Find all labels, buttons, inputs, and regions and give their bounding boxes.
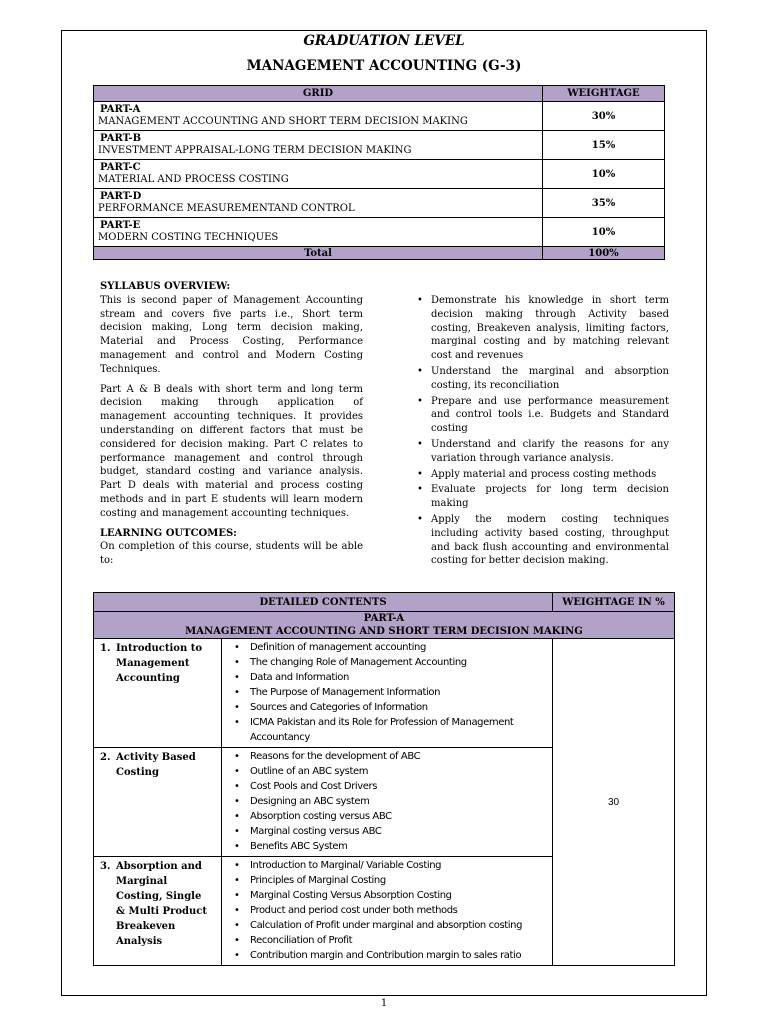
- grid-total-row: [94, 247, 665, 260]
- part-code: PART-B: [100, 133, 142, 144]
- overview-paragraph-2: Part A & B deals with short term and long term decision making through application of management accounting techniques. It provides understanding on different factors that must be considered for decision making. Part C relates to performance management and control through budget, standard costing and variance analysis. Part D deals with material and process costing methods and in part E students will learn modern costing and management accounting techniques.: [100, 383, 363, 519]
- part-a-weight: 30: [553, 639, 675, 966]
- outcome-item: • Prepare and use performance measurement and control tools i.e. Budgets and Standard costing: [414, 395, 669, 436]
- total-value: 100%: [543, 247, 665, 260]
- learning-outcomes-list: [414, 294, 669, 570]
- learning-outcomes-intro: On completion of this course, students will be able to:: [100, 541, 363, 567]
- subject-title: MANAGEMENT ACCOUNTING (G-3): [246, 58, 522, 74]
- topic-item: • Product and period cost under both methods: [226, 903, 548, 918]
- topic-row: [94, 639, 675, 748]
- grid-table: [93, 85, 665, 260]
- outcome-item: • Apply material and process costing methods: [414, 468, 669, 482]
- part-code: PART-A: [363, 613, 405, 624]
- topic-item: • Cost Pools and Cost Drivers: [226, 779, 548, 794]
- part-weight: 30%: [543, 102, 665, 131]
- topic-item: • Reasons for the development of ABC: [226, 749, 548, 764]
- topic-item: • Marginal Costing Versus Absorption Costing: [226, 888, 548, 903]
- topic-item: • Introduction to Marginal/ Variable Costing: [226, 858, 548, 873]
- part-weight: 15%: [543, 131, 665, 160]
- topic-number: 1.: [100, 643, 111, 654]
- part-code: PART-C: [100, 162, 141, 173]
- part-title: PERFORMANCE MEASUREMENTAND CONTROL: [98, 203, 355, 214]
- part-weight: 10%: [543, 218, 665, 247]
- outcome-item: • Understand and clarify the reasons for any variation through variance analysis.: [414, 438, 669, 466]
- part-title: MATERIAL AND PROCESS COSTING: [98, 174, 289, 185]
- level-title: GRADUATION LEVEL: [303, 33, 465, 49]
- topic-number: 3.: [100, 861, 111, 872]
- grid-row: [94, 189, 665, 218]
- outcome-item: • Demonstrate his knowledge in short term decision making through Activity based costing, Breakeven analysis, limiting factors, marginal costing and by matching relevant cost and revenues: [414, 294, 669, 363]
- outcome-item: • Understand the marginal and absorption costing, its reconciliation: [414, 365, 669, 393]
- detailed-header-row: [94, 593, 675, 612]
- grid-row: [94, 131, 665, 160]
- topic-item: • Contribution margin and Contribution margin to sales ratio: [226, 948, 548, 963]
- grid-row: [94, 218, 665, 247]
- outcome-item: • Apply the modern costing techniques including activity based costing, throughput and back flush accounting and environmental costing for better decision making.: [414, 513, 669, 568]
- weightage-percent-header: WEIGHTAGE IN %: [553, 593, 675, 612]
- detailed-contents-table: [93, 592, 675, 966]
- overview-heading: SYLLABUS OVERVIEW:: [100, 281, 231, 292]
- part-title: INVESTMENT APPRAISAL-LONG TERM DECISION MAKING: [98, 145, 412, 156]
- part-weight: 35%: [543, 189, 665, 218]
- topic-item: • Benefits ABC System: [226, 839, 548, 854]
- topic-item: • Outline of an ABC system: [226, 764, 548, 779]
- grid-row: [94, 102, 665, 131]
- part-code: PART-E: [100, 220, 141, 231]
- part-header-row: [94, 612, 675, 639]
- detailed-contents-header: DETAILED CONTENTS: [94, 593, 553, 612]
- topic-item: • Sources and Categories of Information: [226, 700, 548, 715]
- topic-item: • Calculation of Profit under marginal and absorption costing: [226, 918, 548, 933]
- grid-row: [94, 160, 665, 189]
- topic-item: • Absorption costing versus ABC: [226, 809, 548, 824]
- learning-outcomes-heading: LEARNING OUTCOMES:: [100, 527, 237, 539]
- topic-item: • The Purpose of Management Information: [226, 685, 548, 700]
- topic-number: 2.: [100, 752, 111, 763]
- topic-item: • Data and Information: [226, 670, 548, 685]
- total-label: Total: [94, 247, 543, 260]
- topic-item: • Definition of management accounting: [226, 640, 548, 655]
- topic-item: • Marginal costing versus ABC: [226, 824, 548, 839]
- part-code: PART-A: [100, 104, 141, 115]
- topic-item: • Reconciliation of Profit: [226, 933, 548, 948]
- part-code: PART-D: [100, 191, 142, 202]
- weightage-col-header: WEIGHTAGE: [543, 86, 665, 102]
- topic-name: Absorption and Marginal Costing, Single & Multi Product Breakeven Analysis: [116, 861, 207, 947]
- part-weight: 10%: [543, 160, 665, 189]
- grid-header-row: [94, 86, 665, 102]
- topic-name: Introduction to Management Accounting: [116, 643, 202, 684]
- topic-item: • Designing an ABC system: [226, 794, 548, 809]
- part-title: MANAGEMENT ACCOUNTING AND SHORT TERM DECISION MAKING: [98, 116, 468, 127]
- overview-paragraph-1: This is second paper of Management Accounting stream and covers five parts i.e., Short term decision making, Long term decision making, Material and Process Costing, Performance management and control and Modern Costing Techniques.: [100, 294, 363, 375]
- syllabus-overview: [100, 280, 363, 574]
- grid-col-header: GRID: [94, 86, 543, 102]
- topic-name: Activity Based Costing: [116, 752, 196, 778]
- part-title: MANAGEMENT ACCOUNTING AND SHORT TERM DECISION MAKING: [185, 626, 583, 637]
- page-number: 1: [380, 998, 388, 1009]
- topic-item: • The changing Role of Management Accounting: [226, 655, 548, 670]
- part-title: MODERN COSTING TECHNIQUES: [98, 232, 279, 243]
- outcome-item: • Evaluate projects for long term decision making: [414, 483, 669, 511]
- topic-item: • Principles of Marginal Costing: [226, 873, 548, 888]
- topic-item: • ICMA Pakistan and its Role for Profession of Management Accountancy: [226, 715, 548, 745]
